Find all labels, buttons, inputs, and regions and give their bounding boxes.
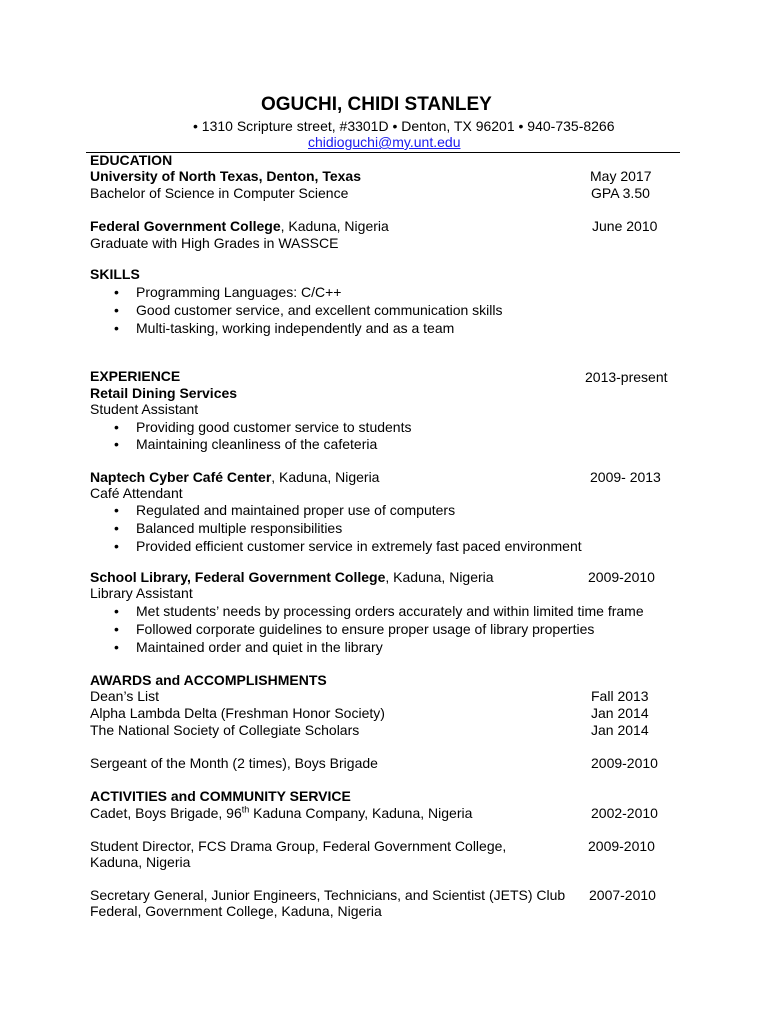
bullet-icon: • bbox=[114, 436, 119, 452]
job-location: , Kaduna, Nigeria bbox=[385, 569, 494, 585]
activities-heading: ACTIVITIES and COMMUNITY SERVICE bbox=[90, 788, 351, 804]
bullet-icon: • bbox=[114, 502, 119, 518]
job-location: , Kaduna, Nigeria bbox=[271, 469, 380, 485]
contact-address: • 1310 Scripture street, #3301D • Denton, TX 96201 • 940-735-8266 bbox=[193, 118, 615, 134]
award-date: Jan 2014 bbox=[591, 705, 649, 721]
fgc-location: , Kaduna, Nigeria bbox=[280, 218, 389, 234]
job-date: 2009-2010 bbox=[588, 569, 655, 585]
fgc-school: Federal Government College bbox=[90, 218, 281, 234]
job-bullet: Regulated and maintained proper use of computers bbox=[136, 502, 456, 518]
cadet-suffix: Kaduna Company, Kaduna, Nigeria bbox=[249, 805, 473, 821]
award-label: Sergeant of the Month (2 times), Boys Brigade bbox=[90, 755, 378, 771]
job-header bbox=[90, 469, 379, 486]
job-bullet: Met students’ needs by processing orders accurately and within limited time frame bbox=[136, 603, 644, 619]
job-org: Retail Dining Services bbox=[90, 385, 238, 401]
activity-date: 2002-2010 bbox=[591, 805, 658, 821]
skills-heading: SKILLS bbox=[90, 266, 140, 282]
header-divider bbox=[86, 152, 680, 153]
bullet-icon: • bbox=[114, 320, 119, 336]
award-date: Fall 2013 bbox=[591, 688, 649, 704]
bullet-icon: • bbox=[114, 284, 119, 300]
cadet-ordinal: th bbox=[241, 804, 250, 815]
activity-line: Student Director, FCS Drama Group, Federal Government College, bbox=[90, 838, 507, 854]
job-header bbox=[90, 569, 494, 586]
job-bullet: Maintaining cleanliness of the cafeteria bbox=[136, 436, 378, 452]
job-bullet: Balanced multiple responsibilities bbox=[136, 520, 343, 536]
job-org: School Library, Federal Government College bbox=[90, 569, 386, 585]
award-label: The National Society of Collegiate Scholars bbox=[90, 722, 360, 738]
bullet-icon: • bbox=[114, 302, 119, 318]
fgc-detail: Graduate with High Grades in WASSCE bbox=[90, 235, 339, 251]
activity-cadet bbox=[90, 805, 472, 822]
bullet-icon: • bbox=[114, 419, 119, 435]
contact-email-link[interactable]: chidioguchi@my.unt.edu bbox=[308, 134, 461, 150]
education-heading: EDUCATION bbox=[90, 152, 173, 168]
job-bullet: Maintained order and quiet in the library bbox=[136, 639, 383, 655]
unt-gpa: GPA 3.50 bbox=[591, 185, 650, 201]
resume-name: OGUCHI, CHIDI STANLEY bbox=[261, 94, 492, 115]
job-role: Library Assistant bbox=[90, 585, 193, 601]
bullet-icon: • bbox=[114, 538, 119, 554]
bullet-icon: • bbox=[114, 520, 119, 536]
job-org: Naptech Cyber Café Center bbox=[90, 469, 272, 485]
skill-item: Good customer service, and excellent communication skills bbox=[136, 302, 503, 318]
job-bullet: Providing good customer service to students bbox=[136, 419, 412, 435]
unt-school: University of North Texas bbox=[90, 168, 259, 184]
job-role: Student Assistant bbox=[90, 401, 199, 417]
activity-line: Secretary General, Junior Engineers, Technicians, and Scientist (JETS) Club bbox=[90, 887, 566, 903]
job-bullet: Provided efficient customer service in extremely fast paced environment bbox=[136, 538, 582, 554]
award-date: Jan 2014 bbox=[591, 722, 649, 738]
activity-line: Federal, Government College, Kaduna, Nigeria bbox=[90, 903, 382, 919]
skill-item: Programming Languages: C/C++ bbox=[136, 284, 342, 300]
award-label: Alpha Lambda Delta (Freshman Honor Society) bbox=[90, 705, 385, 721]
activity-date: 2009-2010 bbox=[588, 838, 655, 854]
job-bullet: Followed corporate guidelines to ensure proper usage of library properties bbox=[136, 621, 595, 637]
bullet-icon: • bbox=[114, 603, 119, 619]
award-label: Dean’s List bbox=[90, 688, 160, 704]
skill-item: Multi-tasking, working independently and as a team bbox=[136, 320, 455, 336]
bullet-icon: • bbox=[114, 621, 119, 637]
activity-line: Kaduna, Nigeria bbox=[90, 854, 191, 870]
fgc-date: June 2010 bbox=[592, 218, 658, 234]
cadet-prefix: Cadet, Boys Brigade, 96 bbox=[90, 805, 242, 821]
experience-heading: EXPERIENCE bbox=[90, 368, 181, 384]
unt-location: , Denton, Texas bbox=[258, 168, 361, 184]
bullet-icon: • bbox=[114, 639, 119, 655]
unt-degree: Bachelor of Science in Computer Science bbox=[90, 185, 349, 201]
experience-heading-date: 2013-present bbox=[585, 369, 668, 385]
unt-date: May 2017 bbox=[590, 168, 652, 184]
award-date: 2009-2010 bbox=[591, 755, 658, 771]
awards-heading: AWARDS and ACCOMPLISHMENTS bbox=[90, 672, 327, 688]
education-unt bbox=[90, 168, 361, 185]
job-date: 2009- 2013 bbox=[590, 469, 661, 485]
education-fgc bbox=[90, 218, 389, 235]
job-role: Café Attendant bbox=[90, 485, 183, 501]
activity-date: 2007-2010 bbox=[589, 887, 656, 903]
